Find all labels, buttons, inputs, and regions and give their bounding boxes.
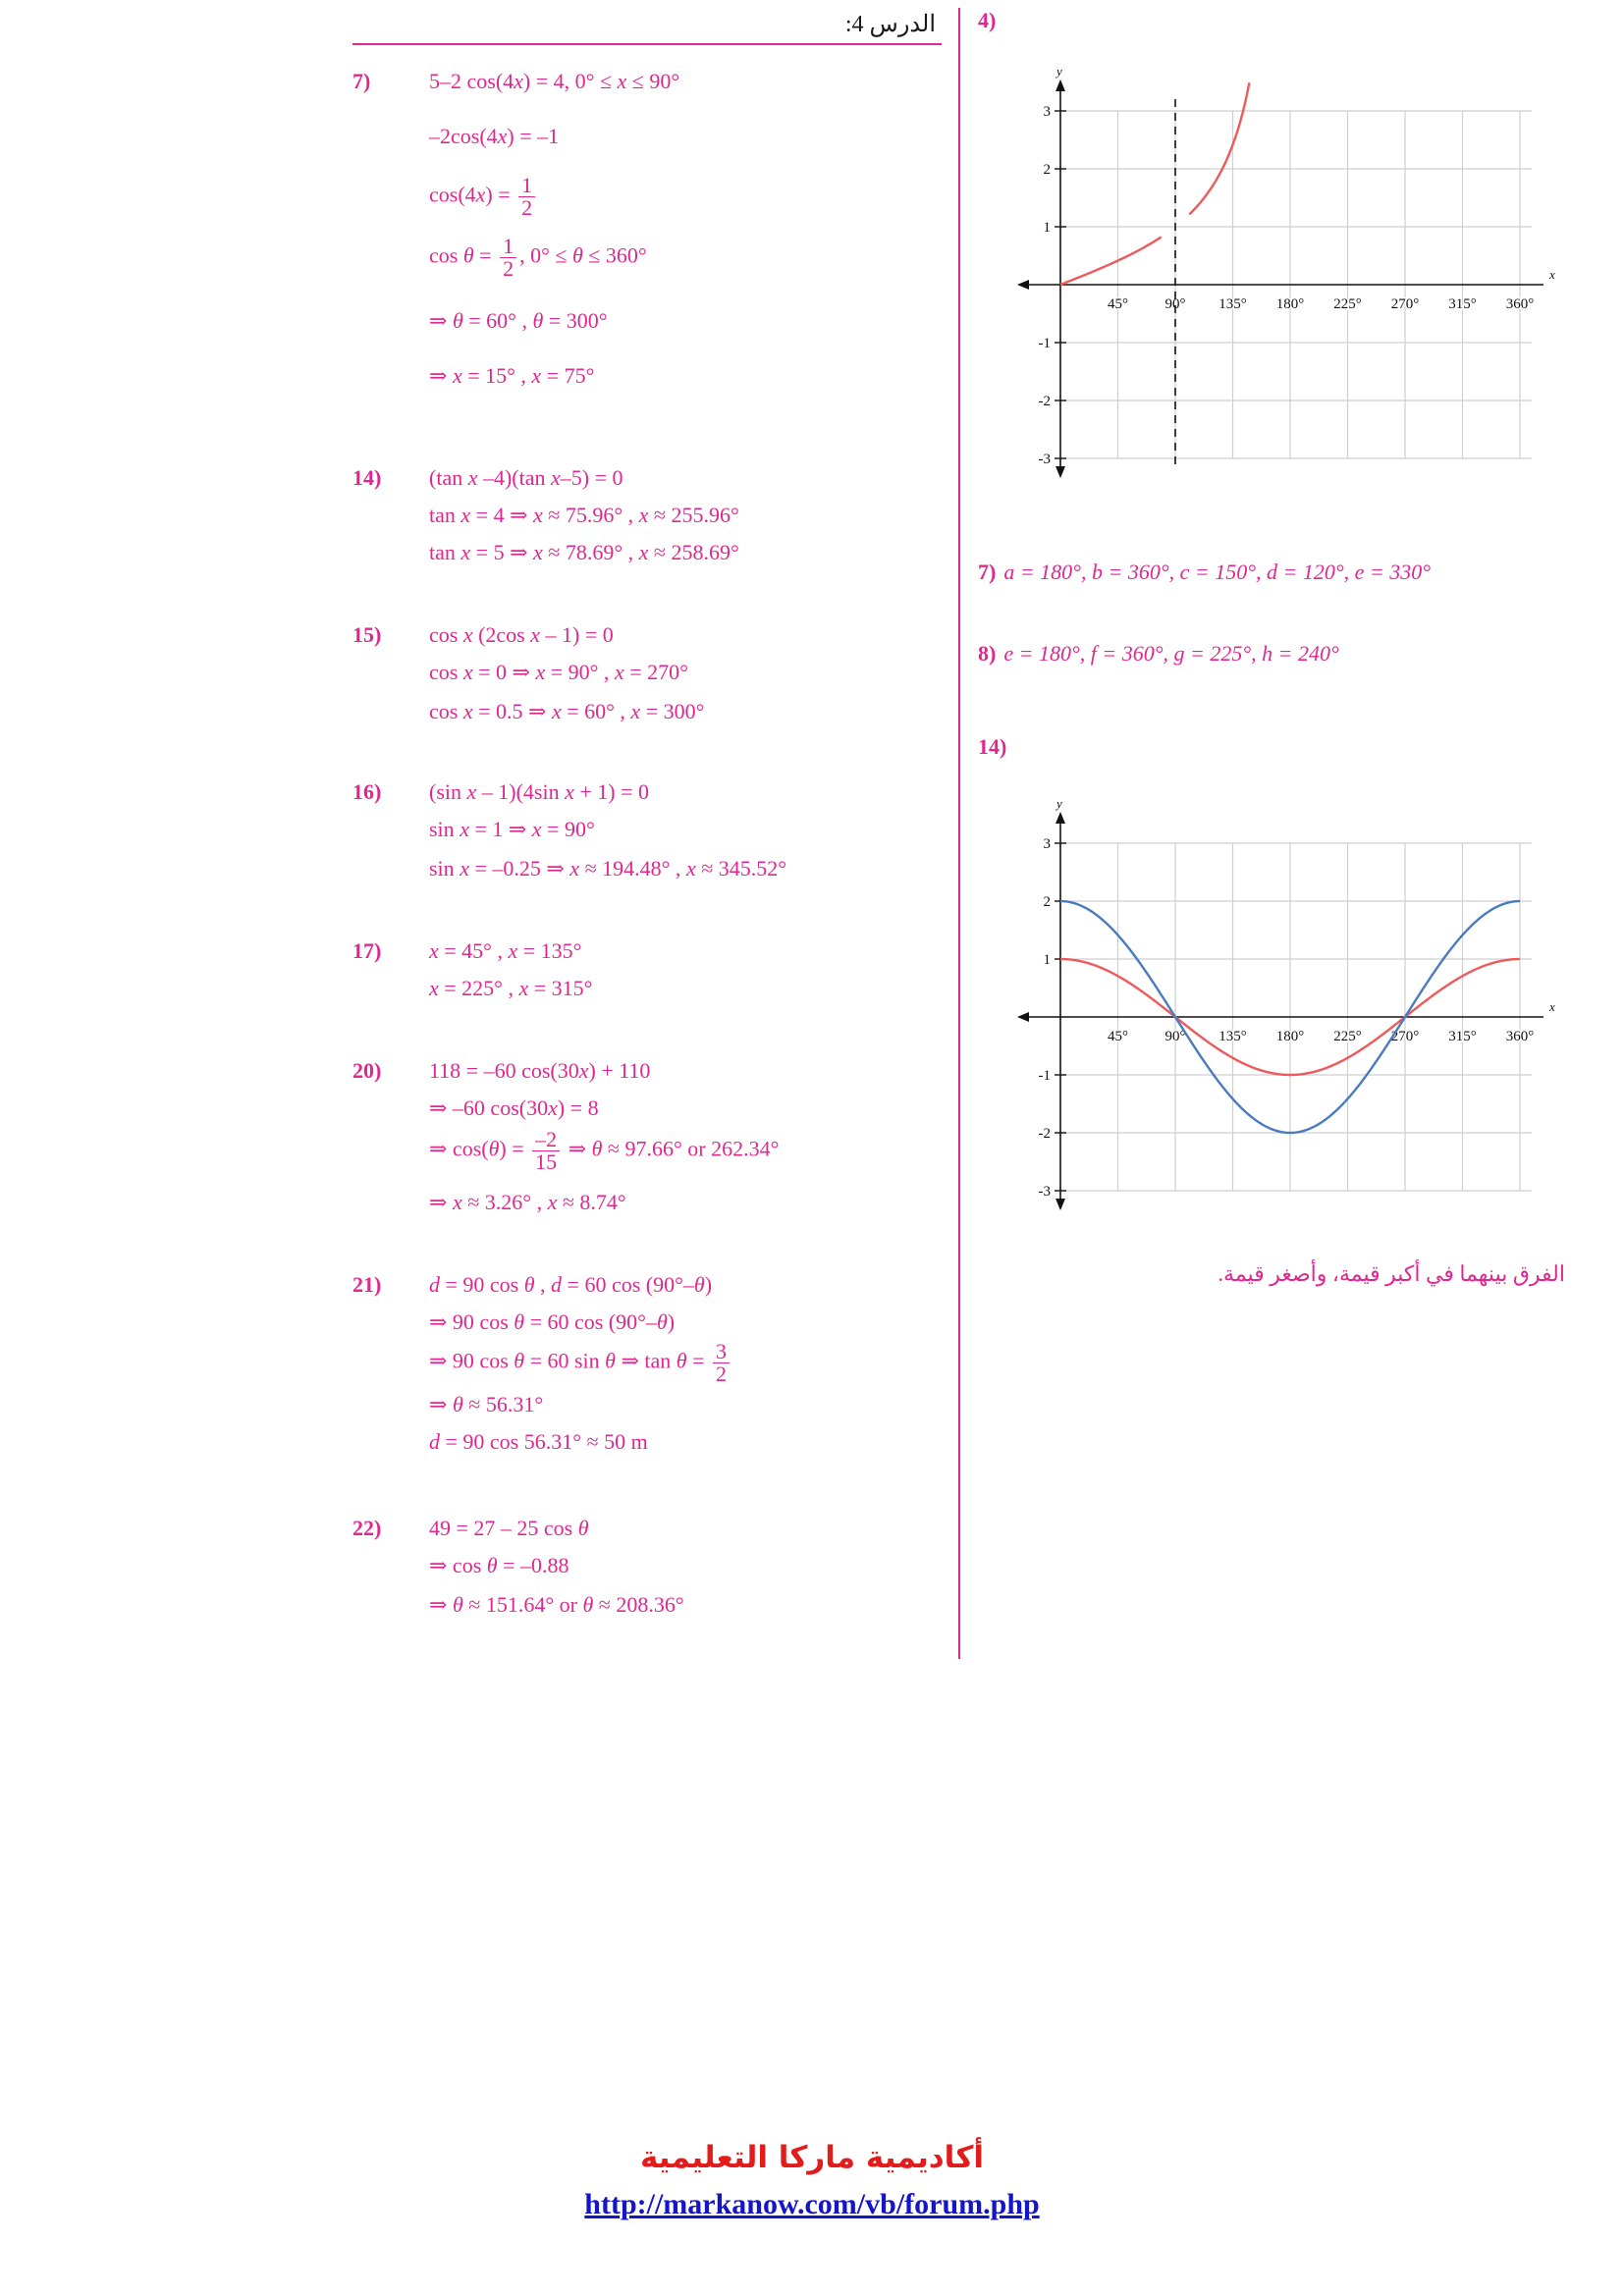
x-tick-label: 225° [1333, 296, 1362, 312]
y-tick-label: 1 [1043, 220, 1051, 236]
x-tick-label: 315° [1448, 1029, 1477, 1044]
solution-line: d = 90 cos θ , d = 60 cos (90°–θ) [429, 1272, 713, 1297]
footer-url [0, 2188, 1624, 2221]
problem-number: 14) [352, 465, 382, 490]
solution-line: ⇒ –60 cos(30x) = 8 [429, 1095, 599, 1120]
solution-line: (sin x – 1)(4sin x + 1) = 0 [429, 779, 649, 804]
solution-line: ⇒ θ ≈ 151.64° or θ ≈ 208.36° [429, 1592, 684, 1617]
graph-tan-half-x [1011, 59, 1555, 491]
x-tick-label: 315° [1448, 296, 1477, 312]
y-tick-label: -3 [1038, 1184, 1051, 1200]
series-line [1060, 237, 1162, 285]
footer-title: أكاديمية ماركا التعليمية [640, 2140, 984, 2175]
y-axis-arrow-icon [1056, 1199, 1065, 1210]
y-tick-label: 2 [1043, 162, 1051, 178]
y-axis-label: y [1056, 64, 1062, 79]
x-tick-label: 45° [1108, 296, 1128, 312]
y-tick-label: 1 [1043, 952, 1051, 968]
forum-link[interactable]: http://markanow.com/vb/forum.php [584, 2188, 1040, 2220]
y-tick-label: -2 [1038, 394, 1051, 409]
y-axis-arrow-icon [1056, 466, 1065, 478]
x-tick-label: 135° [1218, 296, 1247, 312]
problem-number: 20) [352, 1058, 382, 1083]
problem-number: 7) [352, 69, 371, 93]
solution-line: 118 = –60 cos(30x) + 110 [429, 1058, 651, 1083]
x-tick-label: 90° [1164, 1029, 1186, 1044]
y-axis-label: y [1056, 796, 1062, 811]
answer-8-text: e = 180°, f = 360°, g = 225°, h = 240° [1003, 641, 1339, 666]
x-axis-arrow-icon [1017, 280, 1029, 290]
solution-line: ⇒ x = 15° , x = 75° [429, 363, 595, 388]
x-axis-arrow-icon [1017, 1012, 1029, 1022]
solution-line: cos θ = $\frac{1}{2}$ , 0° ≤ θ ≤ 360° [429, 234, 647, 281]
y-tick-label: -1 [1038, 1068, 1051, 1084]
x-tick-label: 360° [1505, 296, 1535, 312]
solution-line: 5–2 cos(4x) = 4, 0° ≤ x ≤ 90° [429, 69, 680, 93]
y-tick-label: 3 [1043, 836, 1051, 852]
lesson-title: الدرس 4: [844, 12, 936, 37]
solution-line: cos(4x) = $\frac{1}{2}$ [429, 175, 538, 219]
solution-line: cos x (2cos x – 1) = 0 [429, 622, 614, 647]
solution-line: d = 90 cos 56.31° ≈ 50 m [429, 1429, 648, 1454]
solution-line: tan x = 5 ⇒ x ≈ 78.69° , x ≈ 258.69° [429, 540, 739, 564]
arabic-note: الفرق بينهما في أكبر قيمة، وأصغر قيمة. [1218, 1261, 1565, 1286]
x-tick-label: 180° [1275, 1029, 1305, 1044]
solution-line: ⇒ cos θ = –0.88 [429, 1553, 569, 1577]
x-tick-label: 360° [1505, 1029, 1535, 1044]
solution-line: ⇒ 90 cos θ = 60 cos (90°–θ) [429, 1309, 676, 1334]
solution-line: tan x = 4 ⇒ x ≈ 75.96° , x ≈ 255.96° [429, 503, 739, 527]
x-tick-label: 270° [1390, 1029, 1420, 1044]
solution-line: cos x = 0 ⇒ x = 90° , x = 270° [429, 660, 688, 684]
x-axis-label: x [1549, 999, 1555, 1014]
x-tick-label: 45° [1108, 1029, 1128, 1044]
solution-line: –2cos(4x) = –1 [429, 124, 560, 148]
problem-number: 15) [352, 622, 382, 647]
y-tick-label: -1 [1038, 336, 1051, 351]
x-axis-label: x [1549, 267, 1555, 282]
solution-line: sin x = –0.25 ⇒ x ≈ 194.48° , x ≈ 345.52° [429, 856, 787, 881]
answer-7-number: 7) [978, 560, 997, 584]
solution-line: x = 45° , x = 135° [429, 938, 582, 963]
answer-8 [978, 641, 1339, 667]
solution-line: ⇒ cos(θ) = $\frac{-2}{15}$ ⇒ θ ≈ 97.66° or 262.34° [429, 1127, 780, 1174]
solution-line: ⇒ θ ≈ 56.31° [429, 1392, 544, 1416]
problem-number: 17) [352, 938, 382, 963]
solution-line: ⇒ x ≈ 3.26° , x ≈ 8.74° [429, 1190, 626, 1214]
y-axis-arrow-icon [1056, 812, 1065, 824]
x-tick-label: 270° [1390, 296, 1420, 312]
x-tick-label: 180° [1275, 296, 1305, 312]
x-tick-label: 225° [1333, 1029, 1362, 1044]
problem-number: 21) [352, 1272, 382, 1297]
problem-number: 16) [352, 779, 382, 804]
y-tick-label: 3 [1043, 104, 1051, 120]
x-tick-label: 90° [1164, 296, 1186, 312]
solution-line: sin x = 1 ⇒ x = 90° [429, 817, 595, 841]
problem-number: 22) [352, 1516, 382, 1540]
solution-line: ⇒ 90 cos θ = 60 sin θ ⇒ tan θ = $\frac{3}{2}$ [429, 1341, 732, 1385]
y-axis-arrow-icon [1056, 80, 1065, 91]
lesson-header [352, 6, 942, 45]
solution-line: x = 225° , x = 315° [429, 976, 593, 1000]
y-tick-label: -3 [1038, 452, 1051, 467]
y-tick-label: 2 [1043, 894, 1051, 910]
answer-7 [978, 560, 1431, 585]
solution-line: ⇒ θ = 60° , θ = 300° [429, 308, 608, 333]
problem-label-4: 4) [978, 8, 997, 32]
solution-line: (tan x –4)(tan x–5) = 0 [429, 465, 623, 490]
series-line [1189, 82, 1249, 214]
solution-line: 49 = 27 – 25 cos θ [429, 1516, 589, 1540]
column-divider [958, 8, 960, 1659]
y-tick-label: -2 [1038, 1126, 1051, 1142]
problem-label-14: 14) [978, 734, 1007, 759]
graph-cos-and-2cos [1011, 791, 1555, 1223]
answer-8-number: 8) [978, 641, 997, 666]
answer-7-text: a = 180°, b = 360°, c = 150°, d = 120°, e = 330° [1003, 560, 1432, 584]
solution-line: cos x = 0.5 ⇒ x = 60° , x = 300° [429, 699, 705, 723]
x-tick-label: 135° [1218, 1029, 1247, 1044]
